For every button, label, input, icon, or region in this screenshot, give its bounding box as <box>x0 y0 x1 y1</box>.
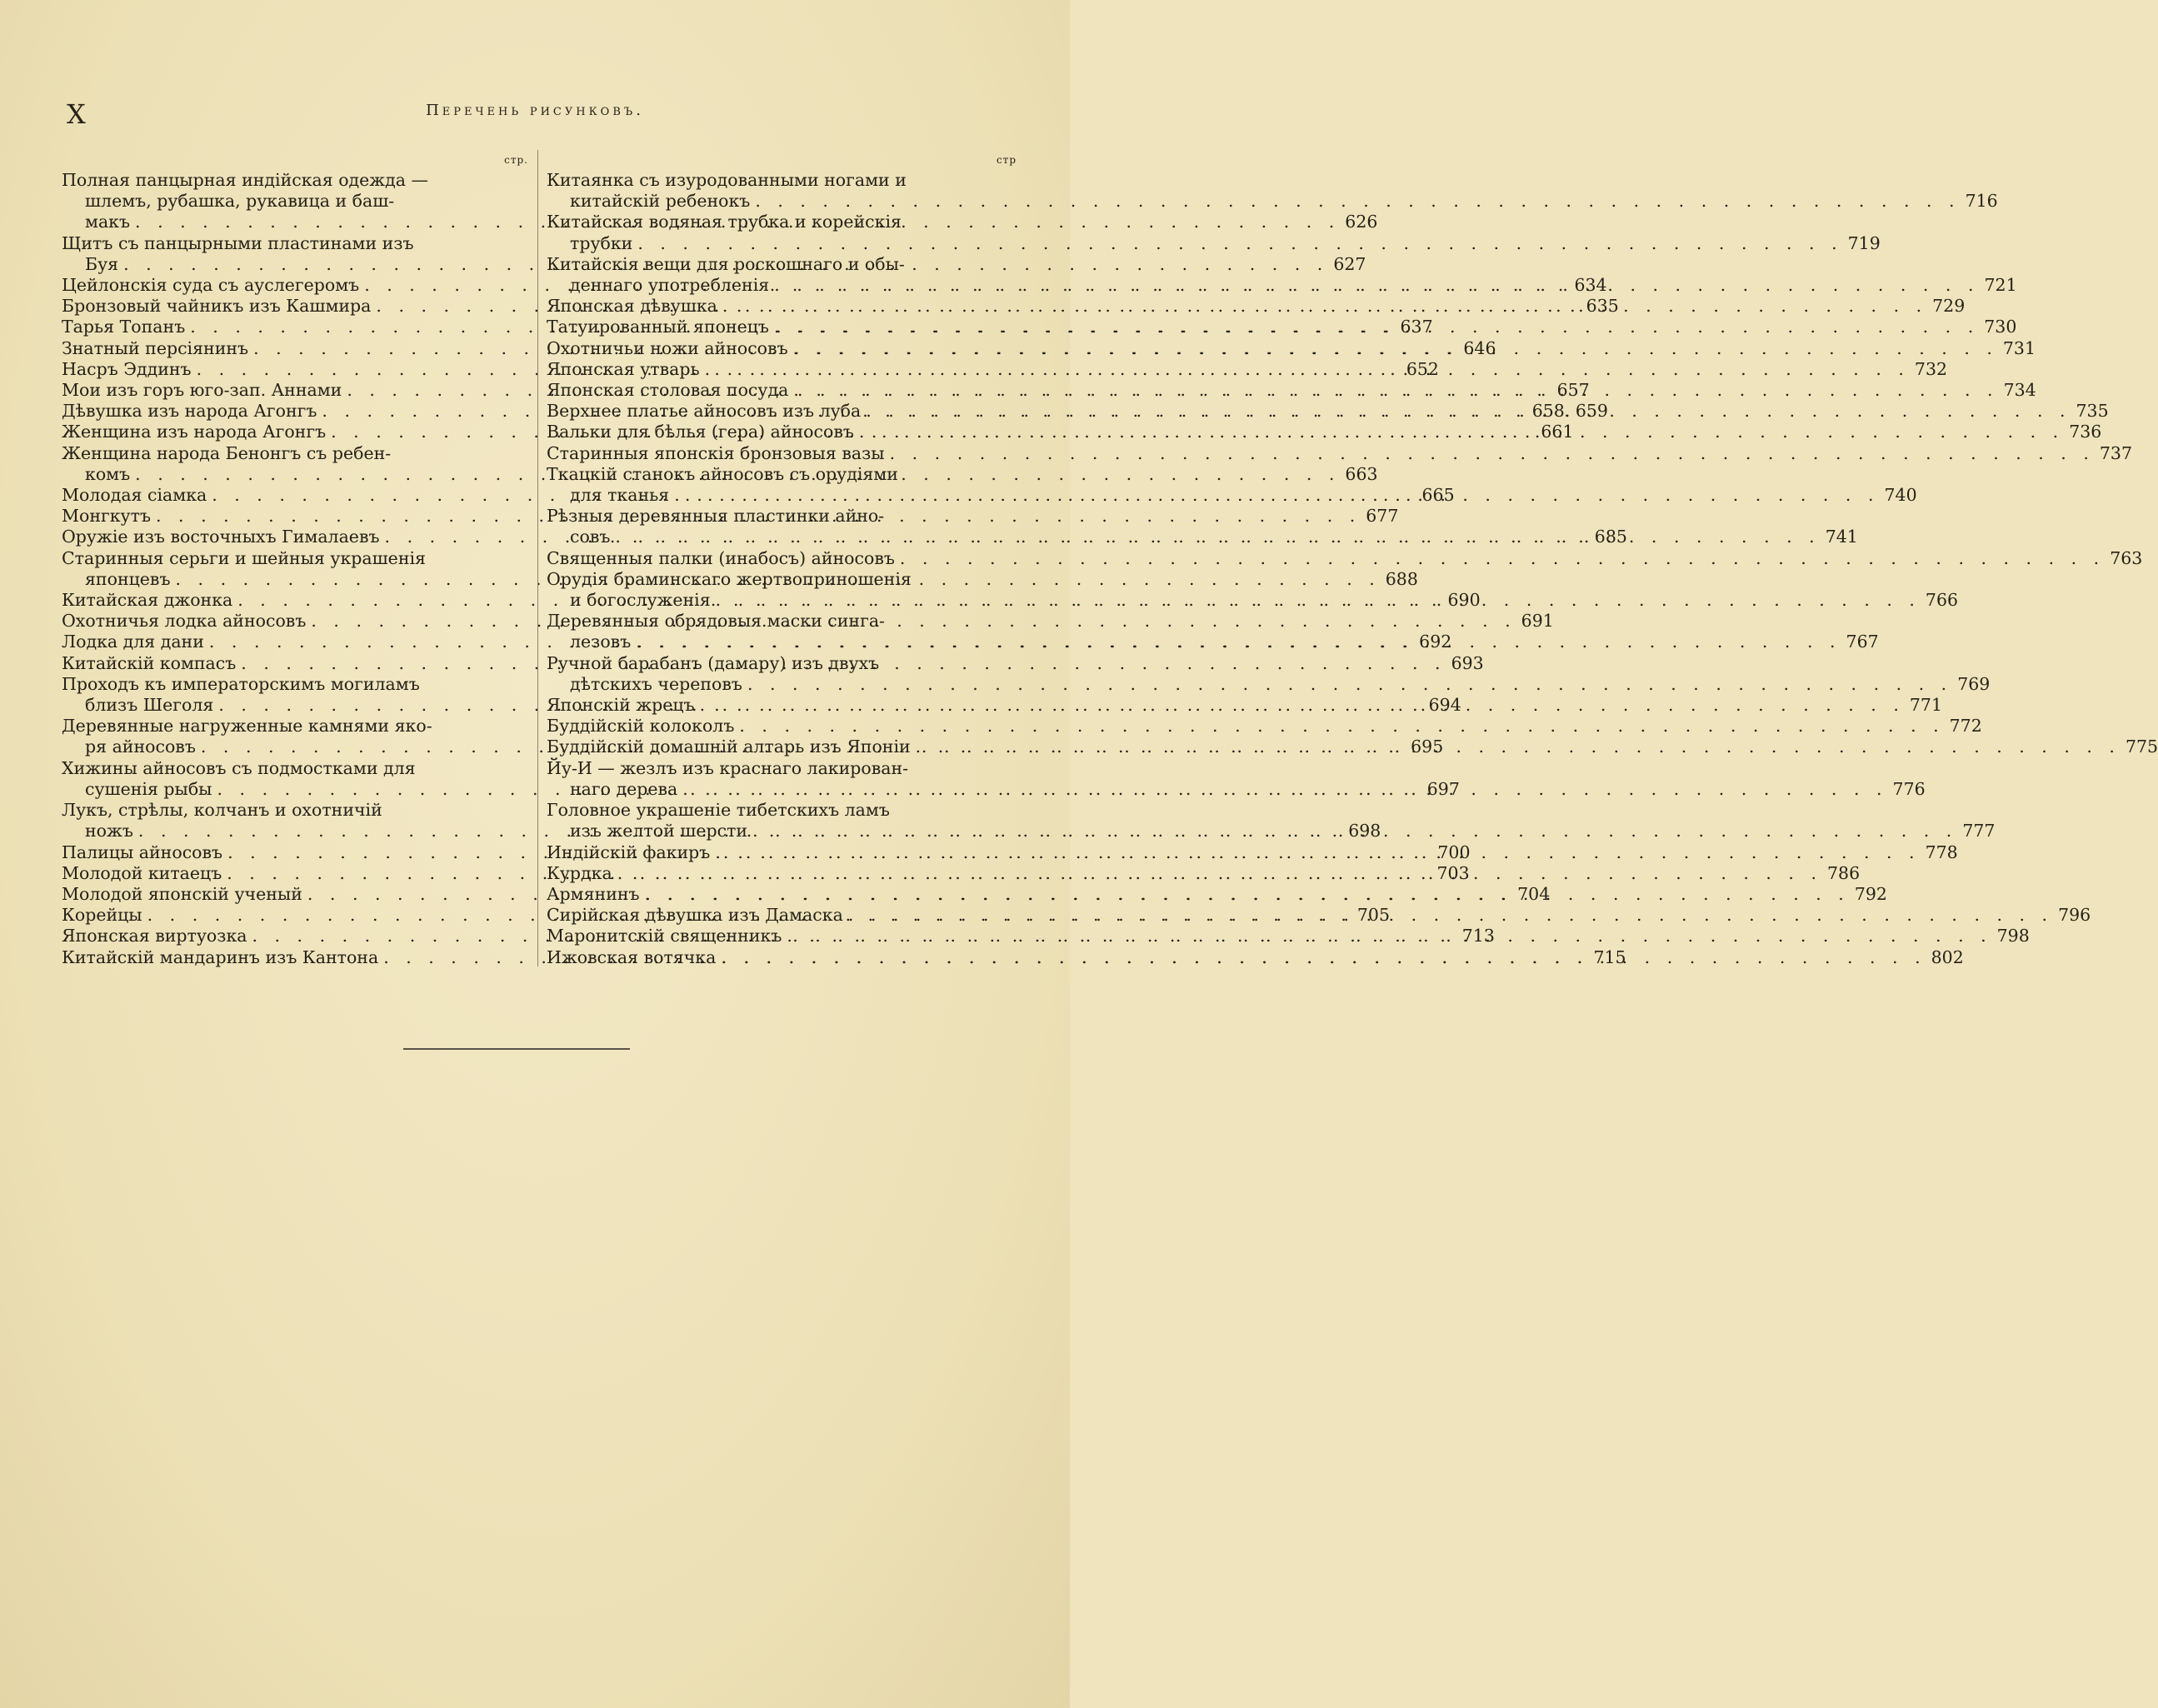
entry-title: Дѣвушка изъ народа Агонгъ <box>62 401 317 422</box>
page-number: 685 <box>1594 527 1627 547</box>
page-number: 637 <box>1400 317 1433 337</box>
page-number: 766 <box>1925 590 1959 611</box>
entry-title: Женщина народа Бенонгъ съ ребен- <box>62 442 392 463</box>
entry-title: шлемъ, рубашка, рукавица и баш- <box>85 191 395 212</box>
dot-leader <box>782 926 1991 946</box>
page-number: 663 <box>1345 463 1378 484</box>
entry-title: японцевъ <box>85 568 171 589</box>
page-column-label: стр <box>996 154 1017 166</box>
page-number: 798 <box>1996 926 2030 946</box>
entry-line <box>547 716 1982 737</box>
list-item <box>547 442 2132 464</box>
dot-leader <box>742 674 1952 694</box>
entry-title: Старинныя японскія бронзовыя вазы <box>547 442 885 463</box>
entry-line <box>547 673 1991 695</box>
entry-title: Священныя палки (инабосъ) айносовъ <box>547 547 895 568</box>
page-number: 737 <box>2099 442 2132 463</box>
entry-title: Верхнее платье айносовъ изъ луба <box>547 401 862 422</box>
entry-title: Проходъ къ императорскимъ могиламъ <box>62 673 420 694</box>
page-number: 661 <box>1541 422 1574 442</box>
entry-title: наго дерева <box>570 778 678 799</box>
entry-title: Деревянные нагруженные камнями яко- <box>62 716 432 737</box>
entry-title: совъ <box>570 527 611 547</box>
page-number: 698 <box>1348 821 1381 842</box>
dot-leader <box>677 779 1887 799</box>
entry-title: ножъ <box>85 821 133 842</box>
page-number: 719 <box>1847 232 1881 253</box>
entry-title: Сирійская дѣвушка изъ Дамаска <box>547 905 843 926</box>
page-number: 652 <box>1406 358 1439 379</box>
entry-title: Ижовская вотячка <box>547 946 717 967</box>
entry-title: Лукъ, стрѣлы, колчанъ и охотничій <box>62 800 382 821</box>
entry-title: Молодой китаецъ <box>62 862 222 883</box>
entry-title: Оружіе изъ восточныхъ Гималаевъ <box>62 527 380 547</box>
page-number: 741 <box>1825 527 1858 547</box>
page-number: 691 <box>1521 611 1554 632</box>
page-number: 703 <box>1436 862 1470 883</box>
page-number: 690 <box>1447 590 1481 611</box>
running-title: Перечень рисунковъ. <box>426 102 644 119</box>
dot-leader <box>769 275 1979 295</box>
entry-title: Насръ Эддинъ <box>62 358 192 379</box>
page-number: 772 <box>1949 716 1982 737</box>
dot-leader <box>734 716 1944 736</box>
entry-title: Старинныя серьги и шейныя украшенія <box>62 547 426 568</box>
dot-leader <box>895 548 2105 568</box>
dot-leader <box>747 821 1957 841</box>
page-number: 695 <box>1411 737 1444 757</box>
entry-title: трубки <box>570 232 633 253</box>
dot-leader <box>710 842 1920 862</box>
entry-title: изъ желтой шерсти <box>570 821 748 842</box>
page-number: 786 <box>1826 862 1861 883</box>
entry-title: Деревянныя обрядовыя маски синга- <box>547 611 885 632</box>
dot-leader <box>861 401 2071 421</box>
dot-leader <box>700 359 1910 379</box>
entry-title: Головное украшеніе тибетскихъ ламъ <box>547 800 890 821</box>
page-number: 694 <box>1428 695 1461 716</box>
entry-title: Цейлонскія суда съ ауслегеромъ <box>62 275 360 296</box>
dot-leader <box>769 317 1979 337</box>
entry-title: Японскій жрецъ <box>547 695 695 716</box>
entry-title: Женщина изъ народа Агонгъ <box>62 422 327 442</box>
dot-leader <box>610 527 1820 547</box>
entry-title: Китайская водяная трубка и корейскія <box>547 212 902 232</box>
page-number: 716 <box>1965 191 1998 212</box>
entry-title: Буддійскій колоколъ <box>547 716 735 737</box>
entry-title: Знатный персіянинъ <box>62 337 249 358</box>
entry-title: Орудія браминскаго жертвоприношенія <box>547 568 912 589</box>
entry-title: Курдка <box>547 862 612 883</box>
page-column-label: стр. <box>504 154 528 166</box>
page-number: 665 <box>1421 485 1455 506</box>
entry-title: Мои изъ горъ юго-зап. Аннами <box>62 380 342 401</box>
dot-leader <box>695 695 1905 715</box>
page-number: 729 <box>1932 296 1966 317</box>
entry-title: Хижины айносовъ съ подмостками для <box>62 757 416 778</box>
page-number: 771 <box>1909 695 1942 716</box>
entry-title: макъ <box>85 212 131 232</box>
page-number: 697 <box>1426 778 1460 799</box>
page-numeral: X <box>67 98 86 130</box>
page-number: 721 <box>1984 275 2017 296</box>
page-number: 688 <box>1385 568 1418 589</box>
entry-title: Китайскій мандаринъ изъ Кантона <box>62 946 379 967</box>
page-number: 802 <box>1931 946 1964 967</box>
entry-title: Щитъ съ панцырными пластинами изъ <box>62 232 414 253</box>
page-number: 626 <box>1345 212 1378 232</box>
page-number: 735 <box>2076 401 2109 422</box>
dot-leader <box>788 338 1998 358</box>
page-number: 763 <box>2110 547 2143 568</box>
entry-title: Молодая сіамка <box>62 485 207 506</box>
entry-title: и богослуженія <box>570 590 711 611</box>
page-number: 677 <box>1366 506 1399 527</box>
entry-line <box>547 232 1881 254</box>
page-number: 778 <box>1925 842 1958 862</box>
entry-title: Вальки для бѣлья (гера) айносовъ <box>547 422 854 442</box>
page-number: 775 <box>2125 737 2158 757</box>
page-number: 704 <box>1517 883 1551 904</box>
entry-title: ря айносовъ <box>85 737 196 757</box>
entry-title: Японская столовая посуда <box>547 380 789 401</box>
entry-title: Татуированный японецъ <box>547 317 769 337</box>
entry-title: Тарья Топанъ <box>62 317 186 337</box>
entry-title: Буддійскій домашній алтарь изъ Японіи <box>547 737 911 757</box>
closing-rule <box>403 1048 630 1050</box>
page-number: 657 <box>1556 380 1590 401</box>
dot-leader <box>750 191 1960 211</box>
entry-title: Индійскій факиръ <box>547 842 711 862</box>
entry-title: Охотничья лодка айносовъ <box>62 611 307 632</box>
entry-title: Маронитскій священникъ <box>547 926 782 946</box>
page-number: 634 <box>1574 275 1607 296</box>
entry-title: дѣтскихъ череповъ <box>570 673 742 694</box>
entry-line <box>547 442 2132 464</box>
entry-title: Лодка для дани <box>62 632 204 652</box>
entry-title: Буя <box>85 253 119 274</box>
dot-leader <box>717 296 1927 316</box>
entry-title: Армянинъ <box>547 883 640 904</box>
page-number: 646 <box>1463 337 1496 358</box>
entry-title: Японская дѣвушка <box>547 296 717 317</box>
entry-title: лезовъ <box>570 632 632 652</box>
entry-line <box>547 191 1998 212</box>
dot-leader <box>612 863 1822 883</box>
page-number: 732 <box>1914 358 1948 379</box>
entry-title: Монгкутъ <box>62 506 151 527</box>
list-item <box>547 716 1982 737</box>
entry-title: Молодой японскій ученый <box>62 883 302 904</box>
page-number: 777 <box>1962 821 1996 842</box>
page-number: 693 <box>1451 652 1484 673</box>
entry-title: Рѣзныя деревянныя пластинки айно- <box>547 506 885 527</box>
entry-title: Ручной барабанъ (дамару) изъ двухъ <box>547 652 880 673</box>
dot-leader <box>632 233 1842 253</box>
page-number: 692 <box>1419 632 1452 652</box>
entry-title: Йу-И — жезлъ изъ краснаго лакирован- <box>547 757 909 778</box>
dot-leader <box>885 443 2095 463</box>
page-number: 658. 659 <box>1531 401 1608 422</box>
entry-line <box>547 547 2143 569</box>
list-item <box>547 170 1998 212</box>
dot-leader <box>669 485 1879 505</box>
dot-leader <box>711 590 1921 610</box>
entry-title: Полная панцырная индійская одежда — <box>62 170 429 190</box>
page-number: 705 <box>1356 905 1391 926</box>
page-number: 730 <box>1984 317 2017 337</box>
list-item <box>547 547 2143 569</box>
page-number: 713 <box>1461 926 1495 946</box>
dot-leader <box>911 737 2121 757</box>
column-divider <box>537 150 538 966</box>
page-number: 796 <box>2058 905 2091 926</box>
entry-title: Японская утварь <box>547 358 700 379</box>
entry-title: Китайскій компасъ <box>62 652 237 673</box>
entry-title: Бронзовый чайникъ изъ Кашмира <box>62 296 372 317</box>
page-number: 792 <box>1854 883 1887 904</box>
entry-title: Китайская джонка <box>62 590 233 611</box>
entry-title: для тканья <box>570 485 670 506</box>
page-number: 767 <box>1846 632 1879 652</box>
page-number: 736 <box>2069 422 2102 442</box>
dot-leader <box>788 380 1998 400</box>
entry-title: деннаго употребленія <box>570 275 770 296</box>
dot-leader <box>631 632 1841 652</box>
page-number: 769 <box>1957 673 1991 694</box>
entry-title: сушенія рыбы <box>85 778 212 799</box>
page-number: 740 <box>1884 485 1917 506</box>
entry-title: Охотничьи ножи айносовъ <box>547 337 788 358</box>
page-number: 635 <box>1586 296 1619 317</box>
dot-leader <box>854 422 2064 442</box>
page-number: 627 <box>1333 253 1366 274</box>
page-number: 734 <box>2003 380 2036 401</box>
entry-title: Китаянка съ изуродованными ногами и <box>547 170 907 190</box>
entry-title: Китайскія вещи для роскошнаго и обы- <box>547 253 905 274</box>
page-number: 715 <box>1593 946 1626 967</box>
entry-title: Палицы айносовъ <box>62 842 223 862</box>
page-number: 776 <box>1892 778 1926 799</box>
page-number: 700 <box>1437 842 1471 862</box>
entry-title: комъ <box>85 463 131 484</box>
dot-leader <box>640 884 1850 904</box>
dot-leader <box>843 905 2053 925</box>
entry-title: Корейцы <box>62 905 142 926</box>
entry-title: близъ Шеголя <box>85 695 214 716</box>
entry-title: Ткацкій станокъ айносовъ съ орудіями <box>547 463 898 484</box>
page-number: 731 <box>2002 337 2036 358</box>
entry-title: Японская виртуозка <box>62 926 247 946</box>
dot-leader <box>716 947 1926 967</box>
entry-title: китайскій ребенокъ <box>570 191 751 212</box>
